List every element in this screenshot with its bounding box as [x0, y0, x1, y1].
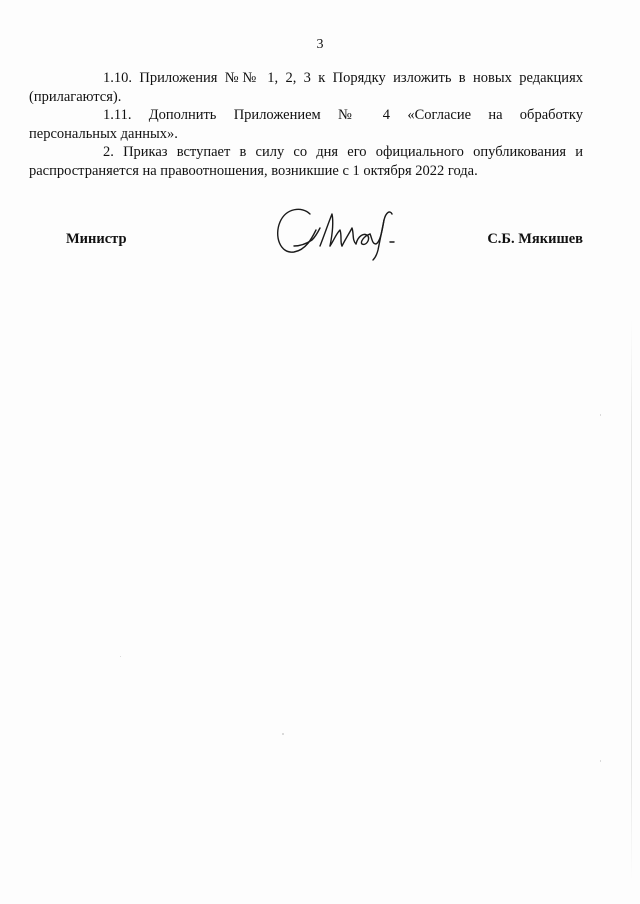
handwritten-signature-icon [272, 202, 402, 264]
paragraph-2-line-2: распространяется на правоотношения, возникшие с 1 октября 2022 года. [29, 163, 478, 179]
scan-speck [600, 760, 601, 762]
paragraph-2-line-1: 2. Приказ вступает в силу со дня его официального опубликования и [103, 144, 583, 160]
signatory-title: Министр [66, 231, 127, 247]
scan-speck [282, 733, 284, 735]
scan-speck [600, 414, 601, 416]
paragraph-1-10 [29, 69, 583, 107]
signatory-name: С.Б. Мякишев [487, 231, 583, 247]
paragraph-1-10-line-2: (прилагаются). [29, 89, 122, 105]
scan-speck [120, 656, 121, 657]
paragraph-2 [29, 143, 583, 181]
paragraph-1-11-line-2: персональных данных». [29, 126, 178, 142]
paragraph-1-11 [29, 106, 583, 144]
paragraph-1-11-line-1: 1.11. Дополнить Приложением № 4 «Согласие на обработку [103, 107, 583, 123]
page-number: 3 [316, 37, 324, 52]
paragraph-1-10-line-1: 1.10. Приложения №№ 1, 2, 3 к Порядку изложить в новых редакциях [103, 70, 583, 86]
scan-edge-line [631, 320, 632, 880]
